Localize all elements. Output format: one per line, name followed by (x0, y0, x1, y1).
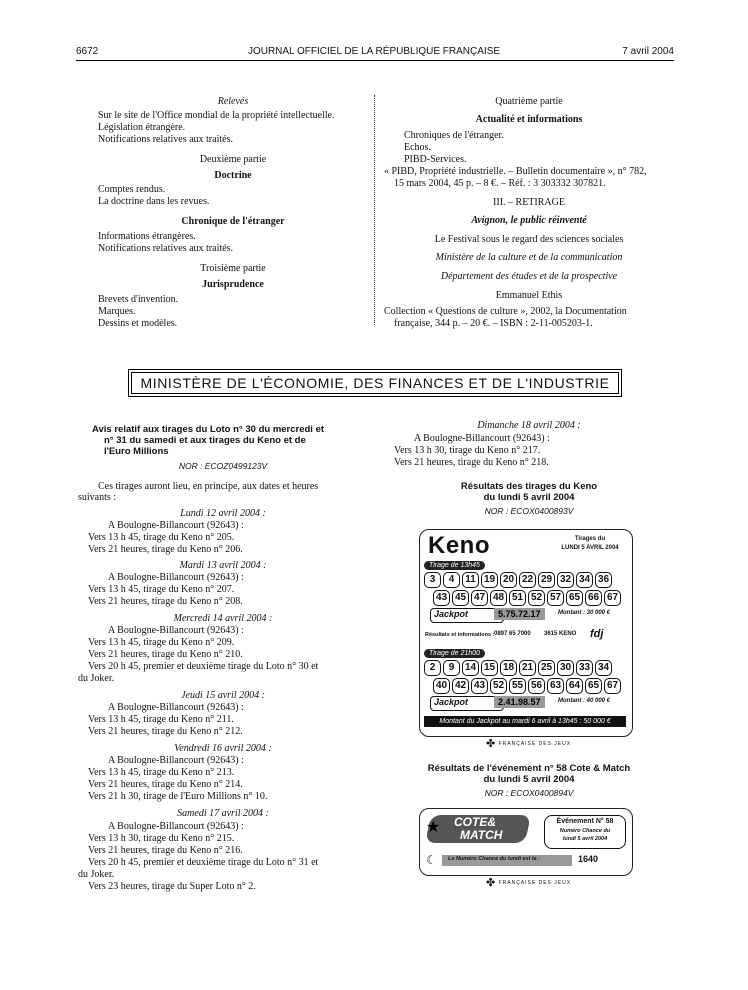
event-box (544, 815, 626, 849)
jackpot-label: Jackpot (434, 697, 469, 707)
column-divider (374, 95, 375, 325)
day-date: Vendredi 16 avril 2004 : (174, 743, 272, 754)
draw1-row1 (424, 572, 612, 588)
keno-ticket (419, 529, 633, 737)
keno-ball: 36 (595, 572, 612, 588)
doctrine-line: La doctrine dans les revues. (98, 196, 210, 207)
logo-swirl-icon: ☾ (426, 853, 437, 867)
keno-ball: 18 (500, 660, 517, 676)
keno-ball: 25 (538, 660, 555, 676)
keno-ball: 19 (481, 572, 498, 588)
keno-logo: Keno (428, 532, 490, 559)
keno-ball: 9 (443, 660, 460, 676)
jackpot-box (430, 696, 504, 711)
day-date: Dimanche 18 avril 2004 : (477, 420, 581, 431)
chronique-line: Notifications relatives aux traités. (98, 243, 233, 254)
day-line: Vers 21 heures, tirage du Keno n° 208. (88, 596, 243, 607)
keno-ball: 47 (471, 590, 488, 606)
day-line: Vers 21 heures, tirage du Keno n° 212. (88, 726, 243, 737)
day-line: du Joker. (78, 869, 115, 880)
keno-ball: 2 (424, 660, 441, 676)
day-line: Vers 13 h 30, tirage du Keno n° 217. (394, 445, 541, 456)
keno-ball: 15 (481, 660, 498, 676)
keno-ball: 65 (566, 590, 583, 606)
book-ministry: Ministère de la culture et de la communication (435, 252, 623, 263)
day-line: du Joker. (78, 673, 115, 684)
cote-results-title: Résultats de l'événement n° 58 Cote & Match (427, 763, 631, 774)
draw1-label: Tirage de 13h45 (424, 561, 485, 570)
keno-ball: 32 (557, 572, 574, 588)
journal-title: JOURNAL OFFICIEL DE LA RÉPUBLIQUE FRANÇAISE (247, 46, 501, 57)
section-heading: Chronique de l'étranger (181, 216, 285, 227)
keno-ball: 52 (528, 590, 545, 606)
avis-title: n° 31 du samedi et aux tirages du Keno et de (104, 435, 306, 446)
keno-ball: 21 (519, 660, 536, 676)
keno-ball: 20 (500, 572, 517, 588)
draw1-row2 (433, 590, 621, 606)
keno-ball: 22 (519, 572, 536, 588)
keno-ball: 4 (443, 572, 460, 588)
actu-line: PIBD-Services. (404, 154, 467, 165)
collection-line: française, 344 p. – 20 €. – ISBN : 2-11-005203-1. (394, 318, 593, 329)
clover-icon: ✤ (486, 738, 497, 750)
keno-ball: 34 (595, 660, 612, 676)
draw1-montant: Montant : 30 000 € (558, 610, 611, 616)
draw2-row1 (424, 660, 612, 676)
star-icon: ★ (426, 819, 441, 836)
keno-ball: 67 (604, 678, 621, 694)
jackpot-box (430, 608, 504, 623)
keno-ball: 11 (462, 572, 479, 588)
cote-footer-text: FRANÇAISE DES JEUX (498, 879, 572, 886)
day-line: Vers 20 h 45, premier et deuxième tirage du Loto n° 31 et (88, 857, 319, 868)
day-line: A Boulogne-Billancourt (92643) : (108, 625, 244, 636)
keno-ball: 66 (585, 590, 602, 606)
day-date: Lundi 12 avril 2004 : (180, 508, 266, 519)
info-label: Résultats et informations : (425, 632, 495, 638)
doctrine-line: Comptes rendus. (98, 184, 166, 195)
page-number: 6672 (76, 46, 99, 57)
book-title: Avignon, le public réinventé (471, 215, 587, 226)
event-number: Événement N° 58 (556, 818, 614, 825)
day-line: Vers 21 heures, tirage du Keno n° 214. (88, 779, 243, 790)
releves-line: Sur le site de l'Office mondial de la propriété intellectuelle. (98, 110, 335, 121)
avis-title: Avis relatif aux tirages du Loto n° 30 du mercredi et (92, 424, 325, 435)
keno-results-title: du lundi 5 avril 2004 (483, 492, 575, 503)
keno-ball: 30 (557, 660, 574, 676)
keno-ball: 65 (585, 678, 602, 694)
ministry-title: MINISTÈRE DE L'ÉCONOMIE, DES FINANCES ET DE L'INDUSTRIE (140, 375, 610, 391)
avis-intro: Ces tirages auront lieu, en principe, aux dates et heures (98, 481, 319, 492)
chance-bar-text: Le Numéro Chance du lundi est le : (448, 856, 540, 862)
book-subtitle: Le Festival sous le regard des sciences sociales (434, 234, 624, 245)
section-heading: Doctrine (214, 170, 252, 181)
day-line: Vers 13 h 45, tirage du Keno n° 209. (88, 637, 235, 648)
day-line: A Boulogne-Billancourt (92643) : (108, 755, 244, 766)
releves-line: Notifications relatives aux traités. (98, 134, 233, 145)
draw2-montant: Montant : 40 000 € (558, 698, 611, 704)
releves-line: Législation étrangère. (98, 122, 186, 133)
day-line: Vers 20 h 45, premier et deuxième tirage du Loto n° 30 et (88, 661, 319, 672)
keno-ball: 51 (509, 590, 526, 606)
draw2-label: Tirage de 21h00 (424, 649, 485, 658)
chance-bar (442, 855, 572, 866)
cote-ticket (419, 808, 633, 876)
actu-line: Chroniques de l'étranger. (404, 130, 504, 141)
keno-ball: 45 (452, 590, 469, 606)
jackpot-label: Jackpot (434, 609, 469, 619)
day-line: Vers 13 h 30, tirage du Keno n° 215. (88, 833, 235, 844)
keno-footer-text: FRANÇAISE DES JEUX (498, 740, 572, 747)
fdj-logo-icon: fdj (590, 628, 604, 640)
day-line: A Boulogne-Billancourt (92643) : (108, 520, 244, 531)
day-line: A Boulogne-Billancourt (92643) : (414, 433, 550, 444)
ministry-banner (128, 369, 622, 397)
draw2-row2 (433, 678, 621, 694)
info-minitel: 3615 KENO (544, 631, 577, 637)
keno-ball: 33 (576, 660, 593, 676)
pibd-line: 15 mars 2004, 45 p. – 8 €. – Réf. : 3 303332 307821. (394, 178, 606, 189)
day-line: Vers 21 heures, tirage du Keno n° 216. (88, 845, 243, 856)
header-date: 7 avril 2004 (622, 46, 674, 57)
day-line: Vers 23 heures, tirage du Super Loto n° 2. (88, 881, 256, 892)
keno-ball: 3 (424, 572, 441, 588)
day-line: Vers 13 h 45, tirage du Keno n° 207. (88, 584, 235, 595)
keno-footer (486, 737, 571, 750)
chance-number: 1640 (578, 854, 599, 864)
next-jackpot-bar: Montant du Jackpot au mardi 6 avril à 13h45 : 50 000 € (424, 716, 626, 727)
keno-ball: 57 (547, 590, 564, 606)
cote-logo-line2: MATCH (460, 828, 503, 842)
day-date: Samedi 17 avril 2004 : (177, 808, 269, 819)
avis-intro: suivants : (78, 492, 117, 503)
keno-tirages-label: Tirages du (574, 536, 606, 542)
keno-ball: 52 (490, 678, 507, 694)
day-line: Vers 21 h 30, tirage de l'Euro Millions n° 10. (88, 791, 268, 802)
day-date: Mercredi 14 avril 2004 : (173, 613, 273, 624)
day-line: Vers 13 h 45, tirage du Keno n° 211. (88, 714, 234, 725)
cote-results-title: du lundi 5 avril 2004 (483, 774, 575, 785)
chronique-line: Informations étrangères. (98, 231, 196, 242)
keno-ball: 55 (509, 678, 526, 694)
keno-ball: 67 (604, 590, 621, 606)
section-heading: Actualité et informations (475, 114, 583, 125)
avis-nor: NOR : ECOZ0499123V (178, 461, 268, 471)
day-line: Vers 13 h 45, tirage du Keno n° 205. (88, 532, 235, 543)
clover-icon: ✤ (486, 877, 497, 889)
pibd-line: « PIBD, Propriété industrielle. – Bulletin documentaire », n° 782, (384, 166, 647, 177)
part-heading: Quatrième partie (495, 96, 563, 107)
releves-title: Relevés (217, 96, 249, 107)
book-department: Département des études et de la prospective (440, 271, 618, 282)
cote-logo-line1: COTE& (454, 815, 496, 829)
day-line: Vers 21 heures, tirage du Keno n° 206. (88, 544, 243, 555)
juris-line: Brevets d'invention. (98, 294, 179, 305)
keno-ball: 63 (547, 678, 564, 694)
day-line: A Boulogne-Billancourt (92643) : (108, 572, 244, 583)
event-date: lundi 5 avril 2004 (562, 836, 608, 842)
keno-ball: 29 (538, 572, 555, 588)
day-line: Vers 21 heures, tirage du Keno n° 218. (394, 457, 549, 468)
collection-line: Collection « Questions de culture », 2002, la Documentation (384, 306, 627, 317)
draw2-jackpot-number: 2.41.98.57 (494, 696, 545, 708)
keno-ball: 48 (490, 590, 507, 606)
part-heading: Deuxième partie (199, 154, 267, 165)
info-phone: 0897 65 7000 (494, 631, 531, 637)
book-author: Emmanuel Ethis (495, 290, 563, 301)
keno-ball: 40 (433, 678, 450, 694)
keno-ball: 64 (566, 678, 583, 694)
section-heading: Jurisprudence (202, 279, 264, 290)
day-line: Vers 21 heures, tirage du Keno n° 210. (88, 649, 243, 660)
header-rule (76, 60, 674, 61)
keno-ball: 43 (433, 590, 450, 606)
keno-ball: 34 (576, 572, 593, 588)
cote-nor: NOR : ECOX0400894V (484, 788, 574, 798)
event-numero-label: Numéro Chance du (559, 828, 611, 834)
retirage-heading: III. – RETIRAGE (493, 197, 565, 208)
cote-footer (486, 876, 571, 889)
day-date: Jeudi 15 avril 2004 : (181, 690, 265, 701)
juris-line: Dessins et modèles. (98, 318, 178, 329)
actu-line: Echos. (404, 142, 431, 153)
keno-ball: 43 (471, 678, 488, 694)
day-line: Vers 13 h 45, tirage du Keno n° 213. (88, 767, 235, 778)
keno-results-title: Résultats des tirages du Keno (460, 481, 598, 492)
keno-ball: 42 (452, 678, 469, 694)
day-line: A Boulogne-Billancourt (92643) : (108, 702, 244, 713)
avis-title: l'Euro Millions (104, 446, 169, 457)
day-line: A Boulogne-Billancourt (92643) : (108, 821, 244, 832)
day-date: Mardi 13 avril 2004 : (179, 560, 267, 571)
draw1-jackpot-number: 5.75.72.17 (494, 608, 545, 620)
keno-tirages-date: LUNDI 5 AVRIL 2004 (561, 545, 619, 551)
keno-nor: NOR : ECOX0400893V (484, 506, 574, 516)
keno-ball: 14 (462, 660, 479, 676)
keno-ball: 56 (528, 678, 545, 694)
part-heading: Troisième partie (200, 263, 266, 274)
juris-line: Marques. (98, 306, 136, 317)
